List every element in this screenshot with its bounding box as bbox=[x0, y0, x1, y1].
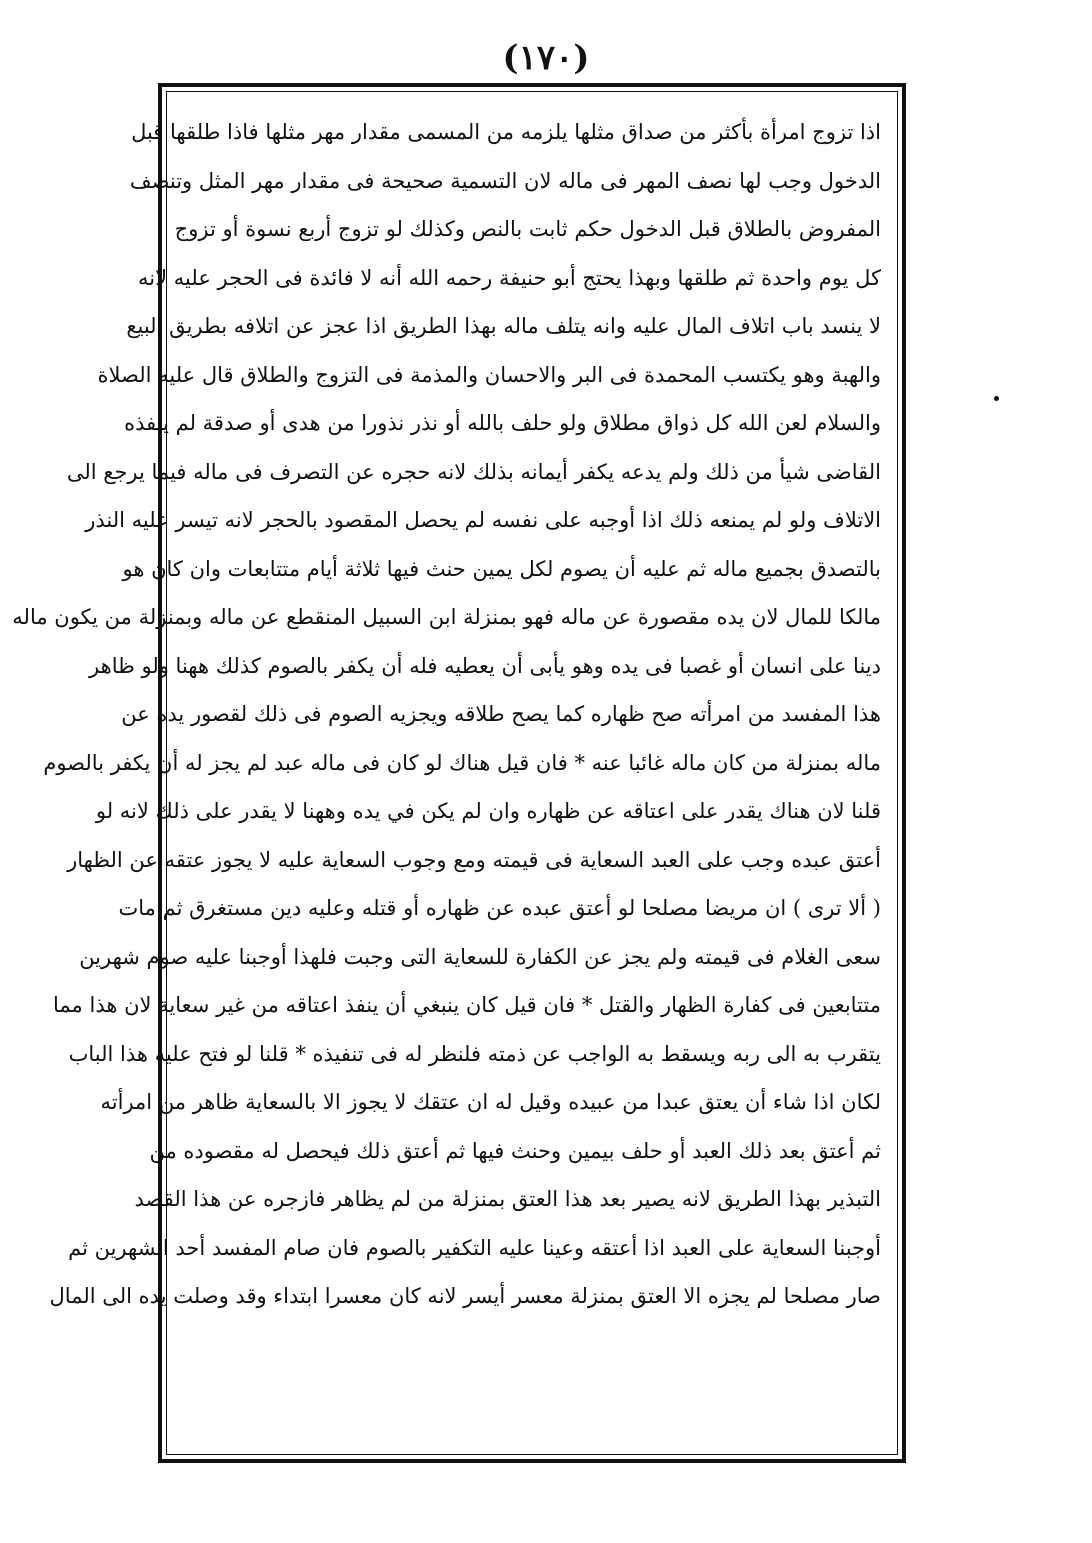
page-border bbox=[12, 83, 906, 1463]
text-line: التبذير بهذا الطريق لانه يصير بعد هذا العتق بمنزلة من لم يظاهر فازجره عن هذا القصد bbox=[134, 1187, 881, 1211]
text-line: والسلام لعن الله كل ذواق مطلاق ولو حلف بالله أو نذر نذورا من هدى أو صدقة لم ينفذه bbox=[124, 411, 881, 435]
text-line: القاضى شيأ من ذلك ولم يدعه يكفر أيمانه بذلك لانه حجره عن التصرف فى ماله فيما يرجع الى bbox=[66, 459, 881, 484]
text-line: ثم أعتق بعد ذلك العبد أو حلف بيمين وحنث فيها ثم أعتق ذلك فيحصل له مقصوده من bbox=[149, 1138, 881, 1163]
text-line: مالكا للمال لان يده مقصورة عن ماله فهو بمنزلة ابن السبيل المنقطع عن ماله وبمنزلة من يكون ماله bbox=[12, 605, 881, 629]
text-line: ( ألا ترى ) ان مريضا مصلحا لو أعتق عبده عن ظهاره أو قتله وعليه دين مستغرق ثم مات bbox=[118, 896, 881, 920]
text-line: ماله بمنزلة من كان ماله غائبا عنه * فان قيل هناك لو كان فى ماله عبد لم يجز له أن يكفر بالصوم bbox=[43, 750, 881, 775]
text-line: أوجبنا السعاية على العبد اذا أعتقه وعينا عليه التكفير بالصوم فان صام المفسد أحد الشهرين ثم bbox=[68, 1235, 881, 1260]
text-line: بالتصدق بجميع ماله ثم عليه أن يصوم لكل يمين حنث فيها ثلاثة أيام متتابعات وان كان هو bbox=[122, 556, 881, 581]
text-line: أعتق عبده وجب على العبد السعاية فى قيمته ومع وجوب السعاية عليه لا يجوز عتقه عن الظهار bbox=[67, 847, 881, 872]
text-line: متتابعين فى كفارة الظهار والقتل * فان قيل كان ينبغي أن ينفذ اعتاقه من غير سعاية لان هذا مما bbox=[53, 993, 881, 1017]
text-line: صار مصلحا لم يجزه الا العتق بمنزلة معسر أيسر لانه كان معسرا ابتداء وقد وصلت يده الى المال bbox=[49, 1284, 881, 1308]
text-line: لا ينسد باب اتلاف المال عليه وانه يتلف ماله بهذا الطريق اذا عجز عن اتلافه بطريق البيع bbox=[126, 314, 881, 338]
text-line: والهبة وهو يكتسب المحمدة فى البر والاحسان والمذمة فى التزوج والطلاق قال عليه الصلاة bbox=[97, 362, 881, 387]
text-line: دينا على انسان أو غصبا فى يده وهو يأبى أن يعطيه فله أن يكفر بالصوم كذلك ههنا ولو ظاهر bbox=[89, 653, 881, 678]
text-line: هذا المفسد من امرأته صح ظهاره كما يصح طلاقه ويجزيه الصوم فى ذلك لقصور يده عن bbox=[121, 702, 881, 726]
text-line: اذا تزوج امرأة بأكثر من صداق مثلها يلزمه من المسمى مقدار مهر مثلها فاذا طلقها قبل bbox=[131, 120, 881, 144]
margin-dot bbox=[994, 396, 999, 401]
text-line: المفروض بالطلاق قبل الدخول حكم ثابت بالنص وكذلك لو تزوج أربع نسوة أو تزوج bbox=[174, 217, 881, 241]
page-number: (١٧٠) bbox=[502, 38, 590, 78]
body-text bbox=[12, 108, 881, 1321]
text-line: الاتلاف ولو لم يمنعه ذلك اذا أوجبه على نفسه لم يحصل المقصود بالحجر لانه تيسر عليه النذر bbox=[85, 508, 881, 532]
text-line: لكان اذا شاء أن يعتق عبدا من عبيده وقيل له ان عتقك لا يجوز الا بالسعاية ظاهر من امرأته bbox=[100, 1090, 881, 1114]
text-line: قلنا لان هناك يقدر على اعتاقه عن ظهاره وان لم يكن في يده وههنا لا يقدر على ذلك لانه لو bbox=[95, 799, 881, 823]
text-line: الدخول وجب لها نصف المهر فى ماله لان التسمية صحيحة فى مقدار مهر المثل وتنصف bbox=[129, 168, 881, 193]
text-line: سعى الغلام فى قيمته ولم يجز عن الكفارة للسعاية التى وجبت فلهذا أوجبنا عليه صوم شهرين bbox=[79, 944, 881, 969]
page-inner-border bbox=[12, 91, 898, 1455]
text-line: كل يوم واحدة ثم طلقها وبهذا يحتج أبو حنيفة رحمه الله أنه لا فائدة فى الحجر عليه لانه bbox=[138, 265, 881, 290]
text-line: يتقرب به الى ربه ويسقط به الواجب عن ذمته فلنظر له فى تنفيذه * قلنا لو فتح عليه هذا الباب bbox=[68, 1041, 881, 1066]
